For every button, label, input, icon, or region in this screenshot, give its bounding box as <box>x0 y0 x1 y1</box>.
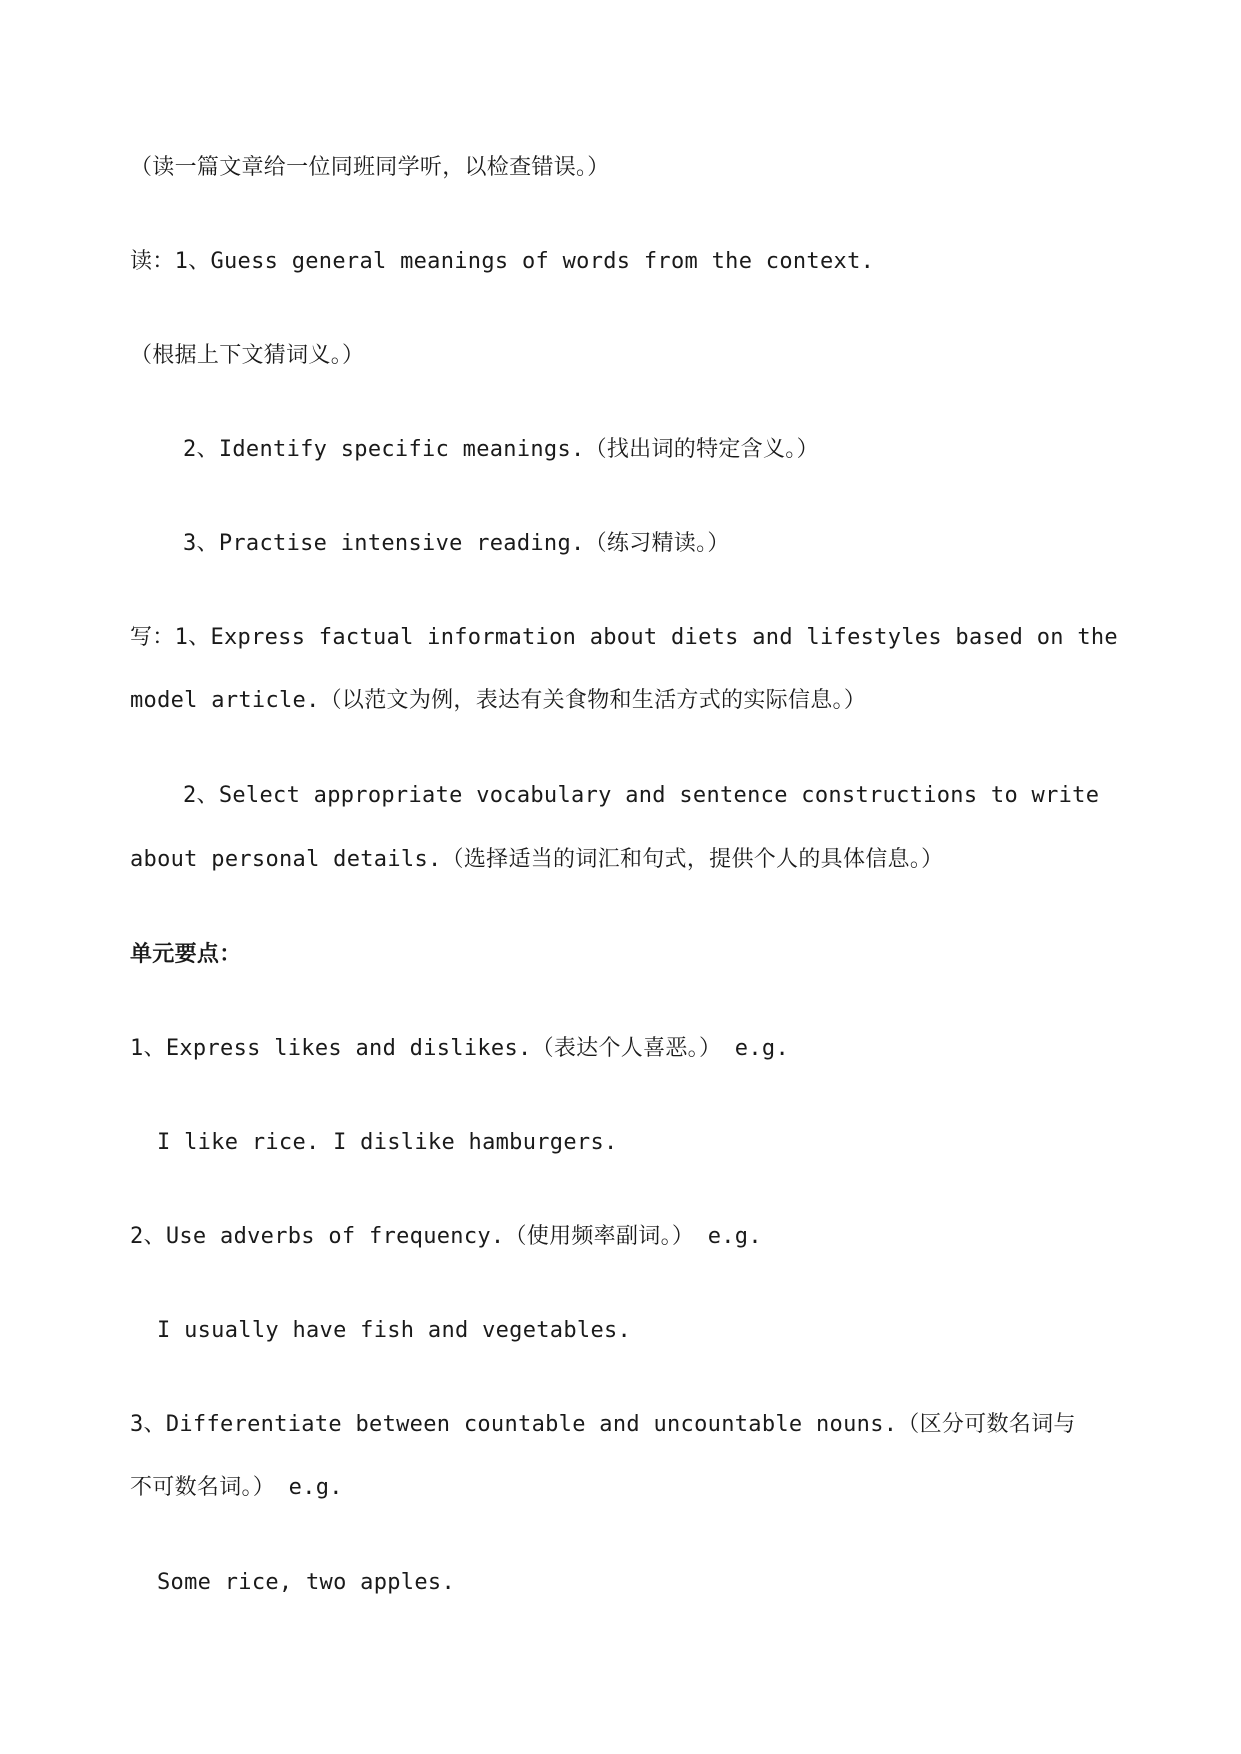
text-line-point-1-example: I like rice. I dislike hamburgers. <box>157 1130 618 1155</box>
text-line-writing-1: 写：1、Express factual information about diets and lifestyles based on the <box>130 625 1118 650</box>
text-line-writing-2-cont: about personal details.（选择适当的词汇和句式，提供个人的具体信息。） <box>130 847 944 872</box>
text-line-point-1: 1、Express likes and dislikes.（表达个人喜恶。） e.g. <box>130 1036 789 1061</box>
text-line-speaking-note: （读一篇文章给一位同班同学听，以检查错误。） <box>130 155 610 180</box>
text-line-point-2: 2、Use adverbs of frequency.（使用频率副词。） e.g. <box>130 1224 762 1249</box>
section-heading-unit-points: 单元要点： <box>130 942 242 967</box>
text-line-writing-2: 2、Select appropriate vocabulary and sentence constructions to write <box>183 783 1100 808</box>
text-line-point-3-cont: 不可数名词。） e.g. <box>130 1475 343 1500</box>
text-line-reading-1: 读：1、Guess general meanings of words from the context. <box>130 249 875 274</box>
text-line-reading-3: 3、Practise intensive reading.（练习精读。） <box>183 531 730 556</box>
text-line-reading-1-note: （根据上下文猜词义。） <box>130 343 365 368</box>
text-line-point-2-example: I usually have fish and vegetables. <box>157 1318 632 1343</box>
text-line-point-3: 3、Differentiate between countable and uncountable nouns.（区分可数名词与 <box>130 1412 1076 1437</box>
text-line-reading-2: 2、Identify specific meanings.（找出词的特定含义。） <box>183 437 819 462</box>
text-line-writing-1-cont: model article.（以范文为例，表达有关食物和生活方式的实际信息。） <box>130 688 867 713</box>
text-line-point-3-example: Some rice, two apples. <box>157 1570 455 1595</box>
